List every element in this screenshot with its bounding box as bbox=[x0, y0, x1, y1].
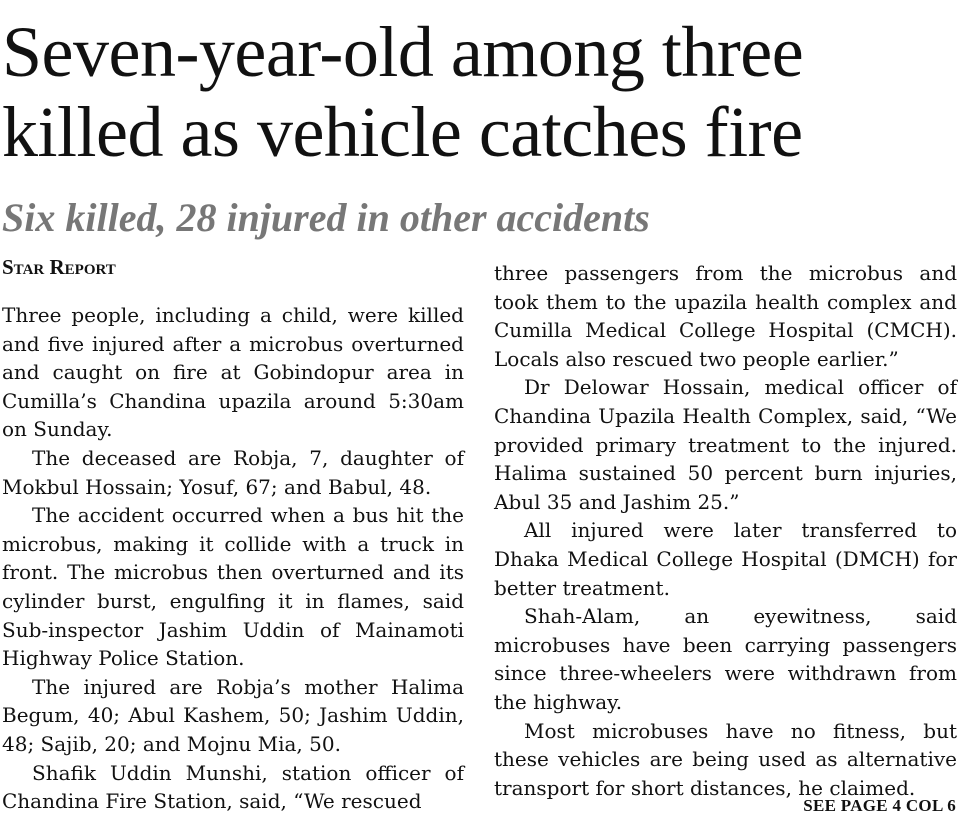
paragraph-transfer: All injured were later transferred to Dhaka Medical College Hospital (DMCH) for better treatment. bbox=[494, 518, 957, 600]
paragraph-deceased: The deceased are Robja, 7, daughter of Mokbul Hossain; Yosuf, 67; and Babul, 48. bbox=[2, 445, 464, 499]
paragraph-medical-officer: Dr Delowar Hossain, medical officer of Chandina Upazila Health Complex, said, “We provided primary treatment to the injured. Halima sustained 50 percent burn injuries, Abul 35 and Jashim 25.” bbox=[494, 375, 957, 514]
subheadline: Six killed, 28 injured in other accidents bbox=[2, 195, 650, 240]
paragraph-rescue-continued: three passengers from the microbus and took them to the upazila health complex and Cumilla Medical College Hospital (CMCH). Locals also rescued two people earlier.” bbox=[494, 261, 957, 371]
article-column-1 bbox=[2, 301, 464, 816]
jump-line: SEE PAGE 4 COL 6 bbox=[803, 796, 956, 815]
paragraph-fire-officer: Shafik Uddin Munshi, station officer of Chandina Fire Station, said, “We rescued bbox=[2, 760, 464, 814]
article-column-2 bbox=[494, 259, 957, 802]
paragraph-lead: Three people, including a child, were killed and five injured after a microbus overturned and caught on fire at Gobindopur area in Cumilla’s Chandina upazila around 5:30am on Sunday. bbox=[2, 303, 464, 442]
paragraph-injured: The injured are Robja’s mother Halima Begum, 40; Abul Kashem, 50; Jashim Uddin, 48; Sajib, 20; and Mojnu Mia, 50. bbox=[2, 674, 464, 756]
paragraph-fitness: Most microbuses have no fitness, but these vehicles are being used as alternative transport for short distances, he claimed. bbox=[494, 718, 957, 800]
byline: Star Report bbox=[2, 255, 116, 279]
paragraph-eyewitness: Shah-Alam, an eyewitness, said microbuses have been carrying passengers since three-wheelers were withdrawn from the highway. bbox=[494, 604, 957, 714]
headline: Seven-year-old among three killed as vehicle catches fire bbox=[2, 12, 804, 172]
paragraph-accident-cause: The accident occurred when a bus hit the microbus, making it collide with a truck in front. The microbus then overturned and its cylinder burst, engulfing it in flames, said Sub-inspector Jashim Uddin of Mainamoti Highway Police Station. bbox=[2, 503, 464, 671]
